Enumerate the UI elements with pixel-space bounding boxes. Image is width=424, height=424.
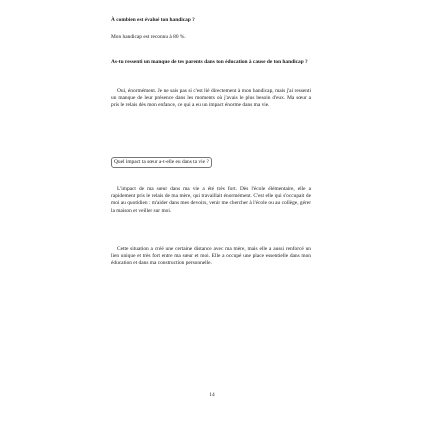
answer-3-paragraph-2: Cette situation a créé une certaine distance avec ma mère, mais elle a aussi renforcé un lien unique et très fort entre ma sœur et moi. Elle a occupé une place essentielle dans mon éducation et dans ma construction personnelle. <box>111 246 311 267</box>
question-3: Quel impact ta sœur a-t-elle eu dans ta vie ? <box>111 157 212 168</box>
page-number: 14 <box>209 392 215 398</box>
question-2: As-tu ressenti un manque de tes parents dans ton éducation à cause de ton handicap ? <box>111 59 308 65</box>
answer-3-paragraph-1: L'impact de ma sœur dans ma vie a été très fort. Dès l'école élémentaire, elle a rapidement pris le relais de ma mère, qui travaillait énormément. C'est elle qui s'occupait de moi au quotidien : m'aider dans mes devoirs, venir me chercher à l'école ou au collège, gérer la maison et veiller sur moi. <box>111 186 311 214</box>
answer-2: Oui, énormément. Je ne sais pas si c'est lié directement à mon handicap, mais j'ai ressenti un manque de leur présence dans les moments où j'avais le plus besoin d'eux. Ma sœur a pris le relais dès mon enfance, ce qui a eu un impact énorme dans ma vie. <box>111 88 311 109</box>
question-3-box <box>111 157 311 168</box>
question-1: À combien est évalué ton handicap ? <box>111 17 195 23</box>
answer-1: Mon handicap est reconnu à 80 %. <box>111 34 186 40</box>
